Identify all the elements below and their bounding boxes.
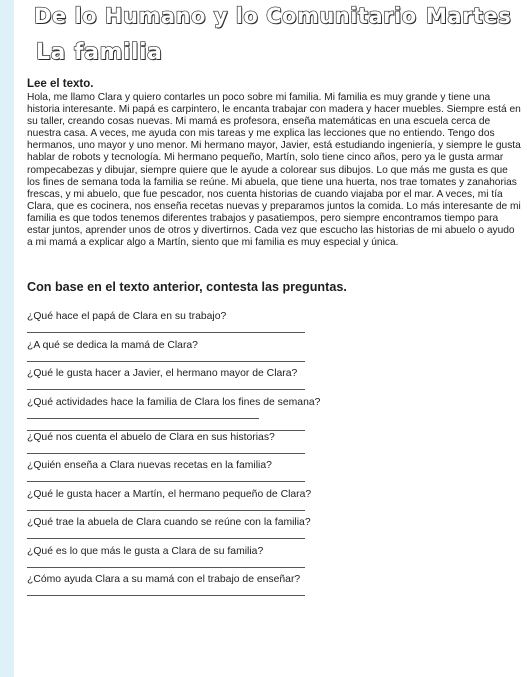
question-text: ¿A qué se dedica la mamá de Clara?	[27, 339, 198, 351]
question-text: ¿Qué nos cuenta el abuelo de Clara en sus historias?	[27, 431, 275, 443]
questions-heading: Con base en el texto anterior, contesta las preguntas.	[27, 280, 347, 294]
answer-line[interactable]	[27, 361, 305, 362]
question-text: ¿Cómo ayuda Clara a su mamá con el trabajo de enseñar?	[27, 574, 301, 585]
question-item	[27, 488, 327, 517]
question-item	[27, 459, 327, 488]
answer-line[interactable]	[27, 510, 305, 511]
question-item	[27, 310, 327, 339]
question-item	[27, 573, 327, 602]
question-item	[27, 339, 327, 368]
answer-line[interactable]	[27, 332, 305, 333]
question-item	[27, 545, 327, 574]
question-text: ¿Qué es lo que más le gusta a Clara de su familia?	[27, 545, 264, 557]
question-item	[27, 431, 327, 460]
question-text: ¿Qué trae la abuela de Clara cuando se reúne con la familia?	[27, 517, 311, 528]
question-item	[27, 516, 327, 545]
unit-title: La familia	[36, 40, 163, 65]
answer-line[interactable]	[27, 389, 305, 390]
answer-line[interactable]	[27, 538, 305, 539]
question-text: ¿Qué actividades hace la familia de Clara los fines de semana?	[27, 396, 321, 408]
answer-line[interactable]	[27, 481, 305, 482]
day-label: Martes	[426, 4, 512, 28]
question-text: ¿Qué le gusta hacer a Martín, el hermano pequeño de Clara?	[27, 488, 312, 500]
question-list	[27, 310, 327, 602]
question-text: ¿Qué hace el papá de Clara en su trabajo?	[27, 311, 227, 322]
answer-line[interactable]	[27, 453, 305, 454]
answer-line[interactable]	[27, 418, 259, 419]
answer-line[interactable]	[27, 567, 305, 568]
question-item	[27, 396, 327, 431]
left-margin-strip	[0, 0, 14, 677]
question-text: ¿Qué le gusta hacer a Javier, el hermano mayor de Clara?	[27, 368, 298, 379]
reading-instruction: Lee el texto.	[27, 78, 94, 90]
question-text: ¿Quién enseña a Clara nuevas recetas en la familia?	[27, 460, 272, 471]
answer-line[interactable]	[27, 595, 305, 596]
question-item	[27, 367, 327, 396]
reading-text: Hola, me llamo Clara y quiero contarles un poco sobre mi familia. Mi familia es muy grande y tiene una historia interesante. Mi papá es carpintero, le encanta trabajar con madera y hacer muebles. Siempre está en su taller, creando cosas nuevas. Mi mamá es profesora, enseña matemáticas en una escuela cerca de nuestra casa. A veces, me ayuda con mis tareas y me explica las lecciones que no entiendo. Tengo dos hermanos, uno mayor y uno menor. Mi hermano mayor, Javier, está estudiando ingeniería, y siempre le gusta hablar de robots y tecnología. Mi hermano pequeño, Martín, solo tiene cinco años, pero ya le gusta armar rompecabezas y dibujar, siempre quiere que le ayude a colorear sus dibujos. Lo que más me gusta es que los fines de semana toda la familia se reúne. Mi abuela, que tiene una huerta, nos trae tomates y zanahorias frescas, y mi abuelo, que fue pescador, nos cuenta historias de cuando viajaba por el mar. A veces, mi tía Clara, que es cocinera, nos enseña recetas nuevas y preparamos juntos la comida. Lo más interesante de mi familia es que todos tenemos diferentes trabajos y pasatiempos, pero siempre encontramos tiempo para estar juntos, aprender unos de otros y divertirnos. Cada vez que escucho las historias de mi abuelo o ayudo a mi mamá a explicar algo a Martín, siento que mi familia es muy especial y única.	[27, 92, 521, 249]
subject-title: De lo Humano y lo Comunitario	[34, 4, 417, 28]
